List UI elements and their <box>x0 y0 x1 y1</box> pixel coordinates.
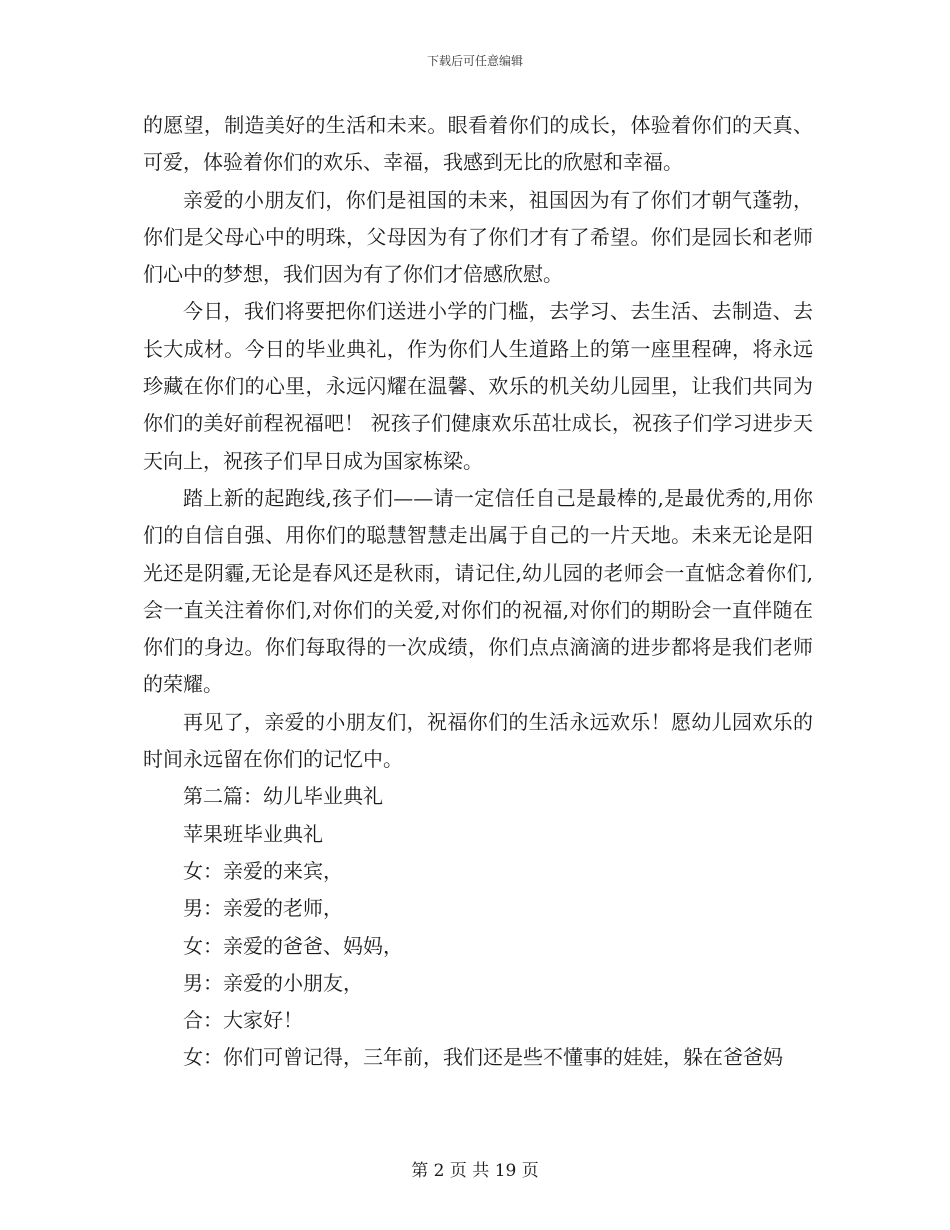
paragraph-5: 再见了，亲爱的小朋友们，祝福你们的生活永远欢乐！愿幼儿园欢乐的时间永远留在你们的记忆中。 <box>143 709 813 772</box>
paragraph-2: 亲爱的小朋友们，你们是祖国的未来，祖国因为有了你们才朝气蓬勃，你们是父母心中的明珠，父母因为有了你们才有了希望。你们是园长和老师们心中的梦想，我们因为有了你们才倍感欣慰。 <box>143 187 813 287</box>
document-body <box>143 107 813 1077</box>
script-line: 女：你们可曾记得，三年前，我们还是些不懂事的娃娃，躲在爸爸妈 <box>183 1045 783 1070</box>
paragraph-3: 今日，我们将要把你们送进小学的门槛，去学习、去生活、去制造、去长大成材。今日的毕业典礼，作为你们人生道路上的第一座里程碑，将永远珍藏在你们的心里，永远闪耀在温馨、欢乐的机关幼儿园里，让我们共同为你们的美好前程祝福吧！ 祝孩子们健康欢乐茁壮成长，祝孩子们学习进步天天向上，祝孩子们早日成为国家栋梁。 <box>143 299 813 473</box>
paragraph-1: 的愿望，制造美好的生活和未来。眼看着你们的成长，体验着你们的天真、可爱，体验着你们的欢乐、幸福，我感到无比的欣慰和幸福。 <box>143 113 813 175</box>
page-footer: 第 2 页 共 19 页 <box>411 1161 539 1181</box>
section-heading: 第二篇：幼儿毕业典礼 <box>183 784 383 809</box>
page-header: 下载后可任意编辑 <box>426 54 523 68</box>
paragraph-4: 踏上新的起跑线,孩子们——请一定信任自己是最棒的,是最优秀的,用你们的自信自强、用你们的聪慧智慧走出属于自己的一片天地。未来无论是阳光还是阴霾,无论是春风还是秋雨，请记住,幼儿园的老师会一直惦念着你们,会一直关注着你们,对你们的关爱,对你们的祝福,对你们的期盼会一直伴随在你们的身边。你们每取得的一次成绩，你们点点滴滴的进步都将是我们老师的荣耀。 <box>143 485 813 697</box>
script-line: 男：亲爱的小朋友， <box>183 970 363 995</box>
event-title: 苹果班毕业典礼 <box>183 821 323 846</box>
script-line: 男：亲爱的老师， <box>183 896 343 921</box>
script-line: 女：亲爱的爸爸、妈妈， <box>183 933 403 958</box>
script-line: 女：亲爱的来宾， <box>183 858 343 883</box>
script-line: 合：大家好！ <box>183 1008 303 1033</box>
